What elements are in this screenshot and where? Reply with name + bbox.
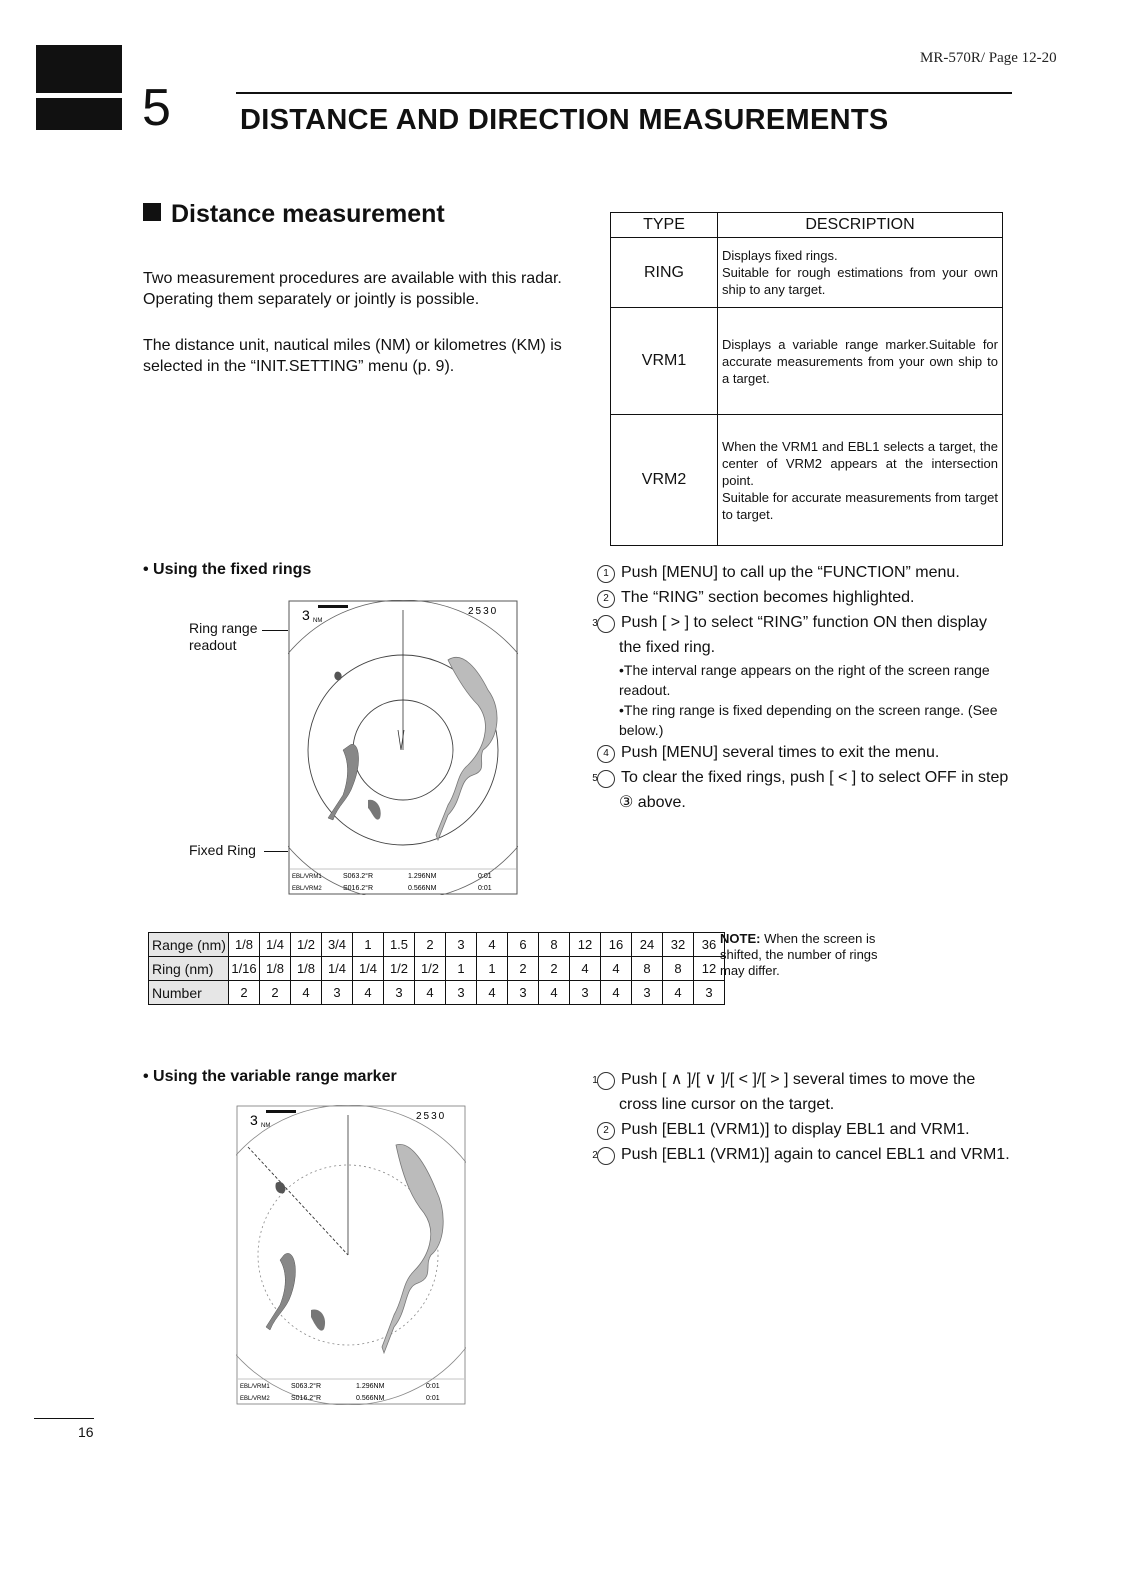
readout-ebl2-bearing: S016.2°R bbox=[343, 885, 374, 892]
radar-top-right: 2530 bbox=[416, 1111, 447, 1122]
range-table-cell: 1 bbox=[446, 957, 477, 981]
range-table-cell: 3 bbox=[508, 981, 539, 1005]
range-table-cell: 16 bbox=[601, 933, 632, 957]
type-header: TYPE bbox=[611, 213, 718, 238]
square-bullet-icon bbox=[143, 203, 161, 221]
desc-vrm2: When the VRM1 and EBL1 selects a target, the center of VRM2 appears at the intersection point. Suitable for accurate measurements from target to target. bbox=[718, 415, 1003, 546]
range-table-cell: 1/2 bbox=[415, 957, 446, 981]
radar-top-right: 2530 bbox=[468, 606, 499, 617]
range-table-cell: 1.5 bbox=[384, 933, 415, 957]
readout-ebl1-time: 0:01 bbox=[426, 1383, 440, 1390]
readout-ebl1-range: 1.296NM bbox=[356, 1383, 385, 1390]
range-table-cell: 36 bbox=[694, 933, 725, 957]
range-table-cell: 3 bbox=[694, 981, 725, 1005]
vrm-step-1: 1 Push [ ∧ ]/[ ∨ ]/[ < ]/[ > ] several times to move the cross line cursor on the target. bbox=[592, 1071, 976, 1113]
section-title: Distance measurement bbox=[143, 200, 445, 229]
radar-range-value: 3 bbox=[250, 1112, 258, 1128]
vrm-step-2: 2 Push [EBL1 (VRM1)] to display EBL1 and VRM1. bbox=[597, 1117, 1012, 1142]
fixed-rings-heading: • Using the fixed rings bbox=[143, 561, 312, 578]
range-table-cell: 4 bbox=[570, 957, 601, 981]
range-table-cell: 1/4 bbox=[322, 957, 353, 981]
chapter-number: 5 bbox=[142, 79, 171, 137]
type-vrm2: VRM2 bbox=[611, 415, 718, 546]
range-table-cell: 4 bbox=[601, 957, 632, 981]
chapter-rule bbox=[236, 92, 1012, 94]
readout-ebl2-time: 0:01 bbox=[478, 885, 492, 892]
range-table-cell: 2 bbox=[508, 957, 539, 981]
desc-ring: Displays fixed rings. Suitable for rough estimations from your own ship to any target. bbox=[718, 238, 1003, 308]
range-table-row bbox=[149, 981, 725, 1005]
range-table-cell: 2 bbox=[415, 933, 446, 957]
intro-paragraph-2: The distance unit, nautical miles (NM) or kilometres (KM) is selected in the “INIT.SETTING” menu (p. 9). bbox=[143, 337, 562, 375]
readout-ebl2-time: 0:01 bbox=[426, 1395, 440, 1402]
range-table-cell: 3/4 bbox=[322, 933, 353, 957]
type-vrm1: VRM1 bbox=[611, 308, 718, 415]
intro-paragraph-1: Two measurement procedures are available with this radar. Operating them separately or jointly is possible. bbox=[143, 270, 562, 308]
chapter-tab-upper bbox=[36, 45, 122, 93]
range-table-row bbox=[149, 957, 725, 981]
chapter-tab-lower bbox=[36, 98, 122, 130]
range-table-cell: 4 bbox=[539, 981, 570, 1005]
readout-ebl2-label: EBL/VRM2 bbox=[292, 886, 322, 892]
readout-ebl2-range: 0.566NM bbox=[408, 885, 437, 892]
vrm-steps bbox=[592, 1067, 1012, 1167]
step-5: 5 To clear the fixed rings, push [ < ] to select OFF in step ③ above. bbox=[592, 769, 1009, 811]
page-reference: MR-570R/ Page 12-20 bbox=[920, 50, 1057, 66]
range-table-cell: 32 bbox=[663, 933, 694, 957]
readout-ebl2-label: EBL/VRM2 bbox=[240, 1396, 270, 1402]
range-table-cell: 8 bbox=[632, 957, 663, 981]
page-number: 16 bbox=[78, 1424, 94, 1440]
range-table-cell: 4 bbox=[601, 981, 632, 1005]
chapter-title: DISTANCE AND DIRECTION MEASUREMENTS bbox=[240, 104, 889, 136]
vrm-heading: • Using the variable range marker bbox=[143, 1068, 397, 1085]
readout-ebl2-bearing: S016.2°R bbox=[291, 1395, 322, 1402]
range-table-cell: 8 bbox=[663, 957, 694, 981]
range-table-cell: 12 bbox=[694, 957, 725, 981]
range-table-cell: 12 bbox=[570, 933, 601, 957]
readout-ebl1-label: EBL/VRM1 bbox=[292, 874, 322, 880]
readout-ebl1-range: 1.296NM bbox=[408, 873, 437, 880]
range-table-cell: 2 bbox=[539, 957, 570, 981]
radar-screen-vrm bbox=[236, 1105, 466, 1405]
fixed-rings-steps bbox=[592, 560, 1012, 815]
readout-ebl1-bearing: S063.2°R bbox=[343, 873, 374, 880]
range-table-row-label: Ring (nm) bbox=[149, 957, 229, 981]
range-table-row-label: Number bbox=[149, 981, 229, 1005]
range-table-cell: 1/8 bbox=[291, 957, 322, 981]
range-table-cell: 4 bbox=[477, 933, 508, 957]
range-table-cell: 1/2 bbox=[291, 933, 322, 957]
vrm-step-3: 2 Push [EBL1 (VRM1)] again to cancel EBL1 and VRM1. bbox=[592, 1146, 1010, 1163]
radar-range-bar bbox=[266, 1110, 296, 1113]
range-table-cell: 2 bbox=[229, 981, 260, 1005]
type-table bbox=[610, 212, 1003, 546]
range-table-cell: 1/2 bbox=[384, 957, 415, 981]
range-table-cell: 4 bbox=[477, 981, 508, 1005]
step-4: 4 Push [MENU] several times to exit the menu. bbox=[597, 740, 1012, 765]
step-3: 3 Push [ > ] to select “RING” function ON then display the fixed ring. bbox=[592, 614, 987, 656]
radar-screen-fixed-rings bbox=[288, 600, 518, 895]
range-table-cell: 4 bbox=[353, 981, 384, 1005]
callout-arrow-line bbox=[264, 851, 288, 852]
step-3-note-1: •The interval range appears on the right of the screen range readout. bbox=[619, 662, 990, 698]
step-2: 2 The “RING” section becomes highlighted. bbox=[597, 585, 1012, 610]
range-table-cell: 3 bbox=[570, 981, 601, 1005]
range-table-cell: 4 bbox=[663, 981, 694, 1005]
range-table-cell: 3 bbox=[446, 981, 477, 1005]
step-3-note-2: •The ring range is fixed depending on the screen range. (See below.) bbox=[619, 702, 998, 738]
range-table-cell: 1/4 bbox=[260, 933, 291, 957]
radar-range-bar bbox=[318, 605, 348, 608]
readout-ebl1-label: EBL/VRM1 bbox=[240, 1384, 270, 1390]
range-table-cell: 1/16 bbox=[229, 957, 260, 981]
range-table-cell: 3 bbox=[632, 981, 663, 1005]
radar-range-value: 3 bbox=[302, 607, 310, 623]
range-table-row-label: Range (nm) bbox=[149, 933, 229, 957]
note: NOTE: When the screen is shifted, the number of rings may differ. bbox=[720, 931, 878, 978]
radar-range-unit: NM bbox=[261, 1123, 271, 1129]
range-table-cell: 3 bbox=[384, 981, 415, 1005]
readout-ebl2-range: 0.566NM bbox=[356, 1395, 385, 1402]
readout-ebl1-time: 0:01 bbox=[478, 873, 492, 880]
type-ring: RING bbox=[611, 238, 718, 308]
range-table-cell: 3 bbox=[446, 933, 477, 957]
range-table-cell: 1 bbox=[477, 957, 508, 981]
range-table-cell: 1/8 bbox=[229, 933, 260, 957]
range-table-cell: 2 bbox=[260, 981, 291, 1005]
range-table-cell: 1 bbox=[353, 933, 384, 957]
range-table-cell: 3 bbox=[322, 981, 353, 1005]
range-table bbox=[148, 932, 725, 1005]
ring-range-callout: Ring range readout bbox=[189, 620, 258, 653]
desc-vrm1: Displays a variable range marker.Suitable for accurate measurements from your own ship to a target. bbox=[718, 308, 1003, 415]
readout-ebl1-bearing: S063.2°R bbox=[291, 1383, 322, 1390]
range-table-cell: 1/4 bbox=[353, 957, 384, 981]
range-table-cell: 6 bbox=[508, 933, 539, 957]
range-table-cell: 4 bbox=[415, 981, 446, 1005]
range-table-cell: 8 bbox=[539, 933, 570, 957]
radar-range-unit: NM bbox=[313, 618, 323, 624]
callout-arrow-line bbox=[262, 630, 288, 631]
fixed-ring-callout: Fixed Ring bbox=[189, 842, 256, 858]
description-header: DESCRIPTION bbox=[718, 213, 1003, 238]
range-table-cell: 1/8 bbox=[260, 957, 291, 981]
range-table-cell: 24 bbox=[632, 933, 663, 957]
step-1: 1 Push [MENU] to call up the “FUNCTION” menu. bbox=[597, 560, 1012, 585]
range-table-cell: 4 bbox=[291, 981, 322, 1005]
page-number-rule bbox=[34, 1418, 94, 1419]
range-table-row bbox=[149, 933, 725, 957]
